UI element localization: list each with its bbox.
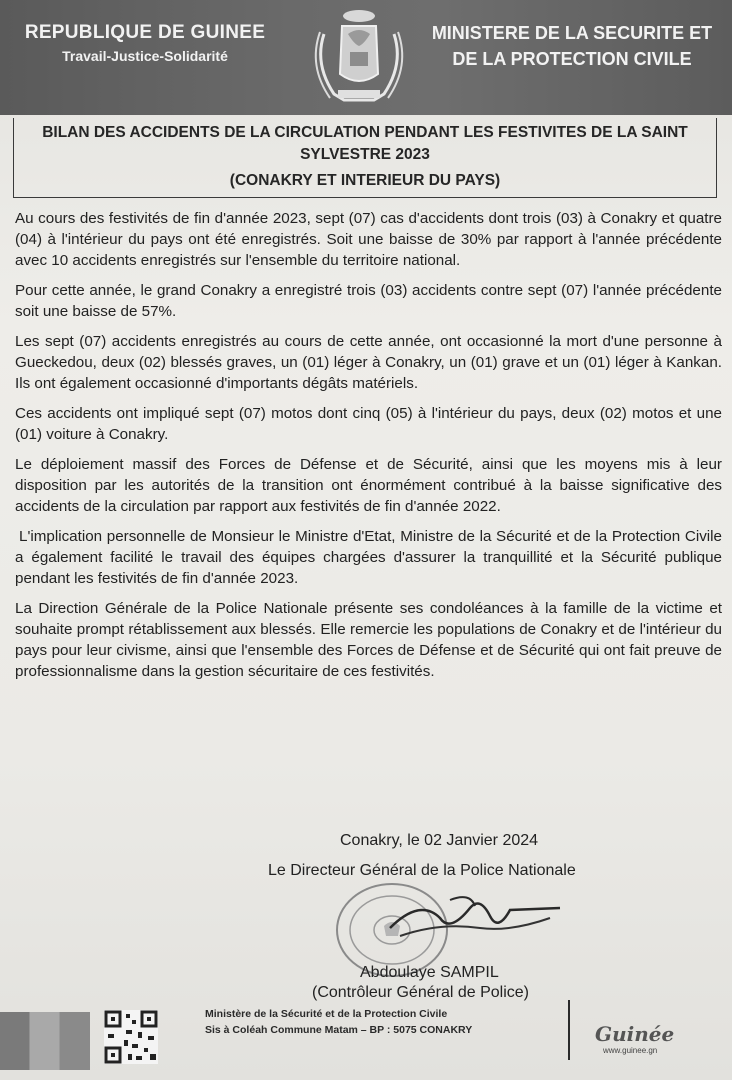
place-date: Conakry, le 02 Janvier 2024	[340, 832, 539, 849]
signatory-rank: (Contrôleur Général de Police)	[312, 984, 529, 1001]
logo-text: Guinée	[595, 1022, 675, 1046]
paragraph: La Direction Générale de la Police Nationale présente ses condoléances à la famille de la victime et souhaite prompt rétablissement aux blessés. Elle remercie les populations de Conakry et de l'intérieur du pays pour leur civisme, ainsi que l'ensemble des Forces de Défense et de Sécurité qui ont fait preuve de professionnalisme dans la gestion sécuritaire de ces festivités.	[15, 600, 722, 680]
letterhead	[0, 0, 732, 115]
title-line1: BILAN DES ACCIDENTS DE LA CIRCULATION PENDANT LES FESTIVITES DE LA SAINT	[42, 124, 688, 141]
footer	[0, 1000, 732, 1080]
guinea-flag-icon	[0, 1012, 90, 1070]
paragraph: Ces accidents ont impliqué sept (07) motos dont cinq (05) à l'intérieur du pays, deux (02) motos et une (01) voiture à Conakry.	[15, 405, 722, 443]
divider	[568, 1000, 570, 1060]
paragraph: Le déploiement massif des Forces de Défense et de Sécurité, ainsi que les moyens mis à leur disposition par les autorités de la transition ont énormément contribué à la baisse significative des accidents de la circulation par rapport aux festivités de fin d'année 2022.	[15, 456, 722, 515]
address-line1: Ministère de la Sécurité et de la Protection Civile	[205, 1008, 448, 1020]
document-body	[15, 208, 722, 691]
ministry-address	[205, 1006, 525, 1038]
paragraph: Au cours des festivités de fin d'année 2023, sept (07) cas d'accidents dont trois (03) à Conakry et quatre (04) à l'intérieur du pays ont été enregistrés. Soit une baisse de 30% par rapport à l'année précédente avec 10 accidents enregistrés sur l'ensemble du territoire national.	[15, 210, 722, 269]
ministry-name-line1: MINISTERE DE LA SECURITE ET	[431, 23, 713, 43]
paragraph: L'implication personnelle de Monsieur le Ministre d'Etat, Ministre de la Sécurité et de la Protection Civile a également facilité le travail des équipes chargées d'assurer la tranquillité et la Sécurité publique pendant les festivités de fin d'année 2023.	[15, 528, 722, 587]
paragraph: Les sept (07) accidents enregistrés au cours de cette année, ont occasionné la mort d'une personne à Gueckedou, deux (02) blessés graves, un (01) léger à Conakry, un (01) grave et un (01) léger à Kankan. Ils ont également occasionné d'importants dégâts matériels.	[15, 333, 722, 392]
handwritten-signature-icon	[380, 888, 570, 948]
ministry-heading	[422, 20, 722, 72]
ministry-name-line2: DE LA PROTECTION CIVILE	[452, 49, 692, 69]
logo-url: www.guinee.gn	[603, 1046, 658, 1055]
address-line2: Sis à Coléah Commune Matam – BP : 5075 CONAKRY	[205, 1024, 473, 1036]
guinea-coat-of-arms-icon	[304, 4, 414, 110]
document-title	[13, 118, 717, 198]
signatory-name: Abdoulaye SAMPIL	[360, 964, 499, 981]
paragraph: Pour cette année, le grand Conakry a enregistré trois (03) accidents contre sept (07) l'année précédente soit une baisse de 57%.	[15, 282, 722, 320]
director-title: Le Directeur Général de la Police Nationale	[268, 862, 576, 879]
title-line2: SYLVESTRE 2023	[300, 146, 430, 163]
republic-heading	[10, 22, 280, 64]
guinee-logo	[595, 1022, 695, 1055]
qr-code-icon	[104, 1010, 158, 1064]
republic-name: REPUBLIQUE DE GUINEE	[24, 22, 266, 43]
title-subtitle: (CONAKRY ET INTERIEUR DU PAYS)	[229, 172, 501, 189]
republic-motto: Travail-Justice-Solidarité	[62, 48, 228, 64]
